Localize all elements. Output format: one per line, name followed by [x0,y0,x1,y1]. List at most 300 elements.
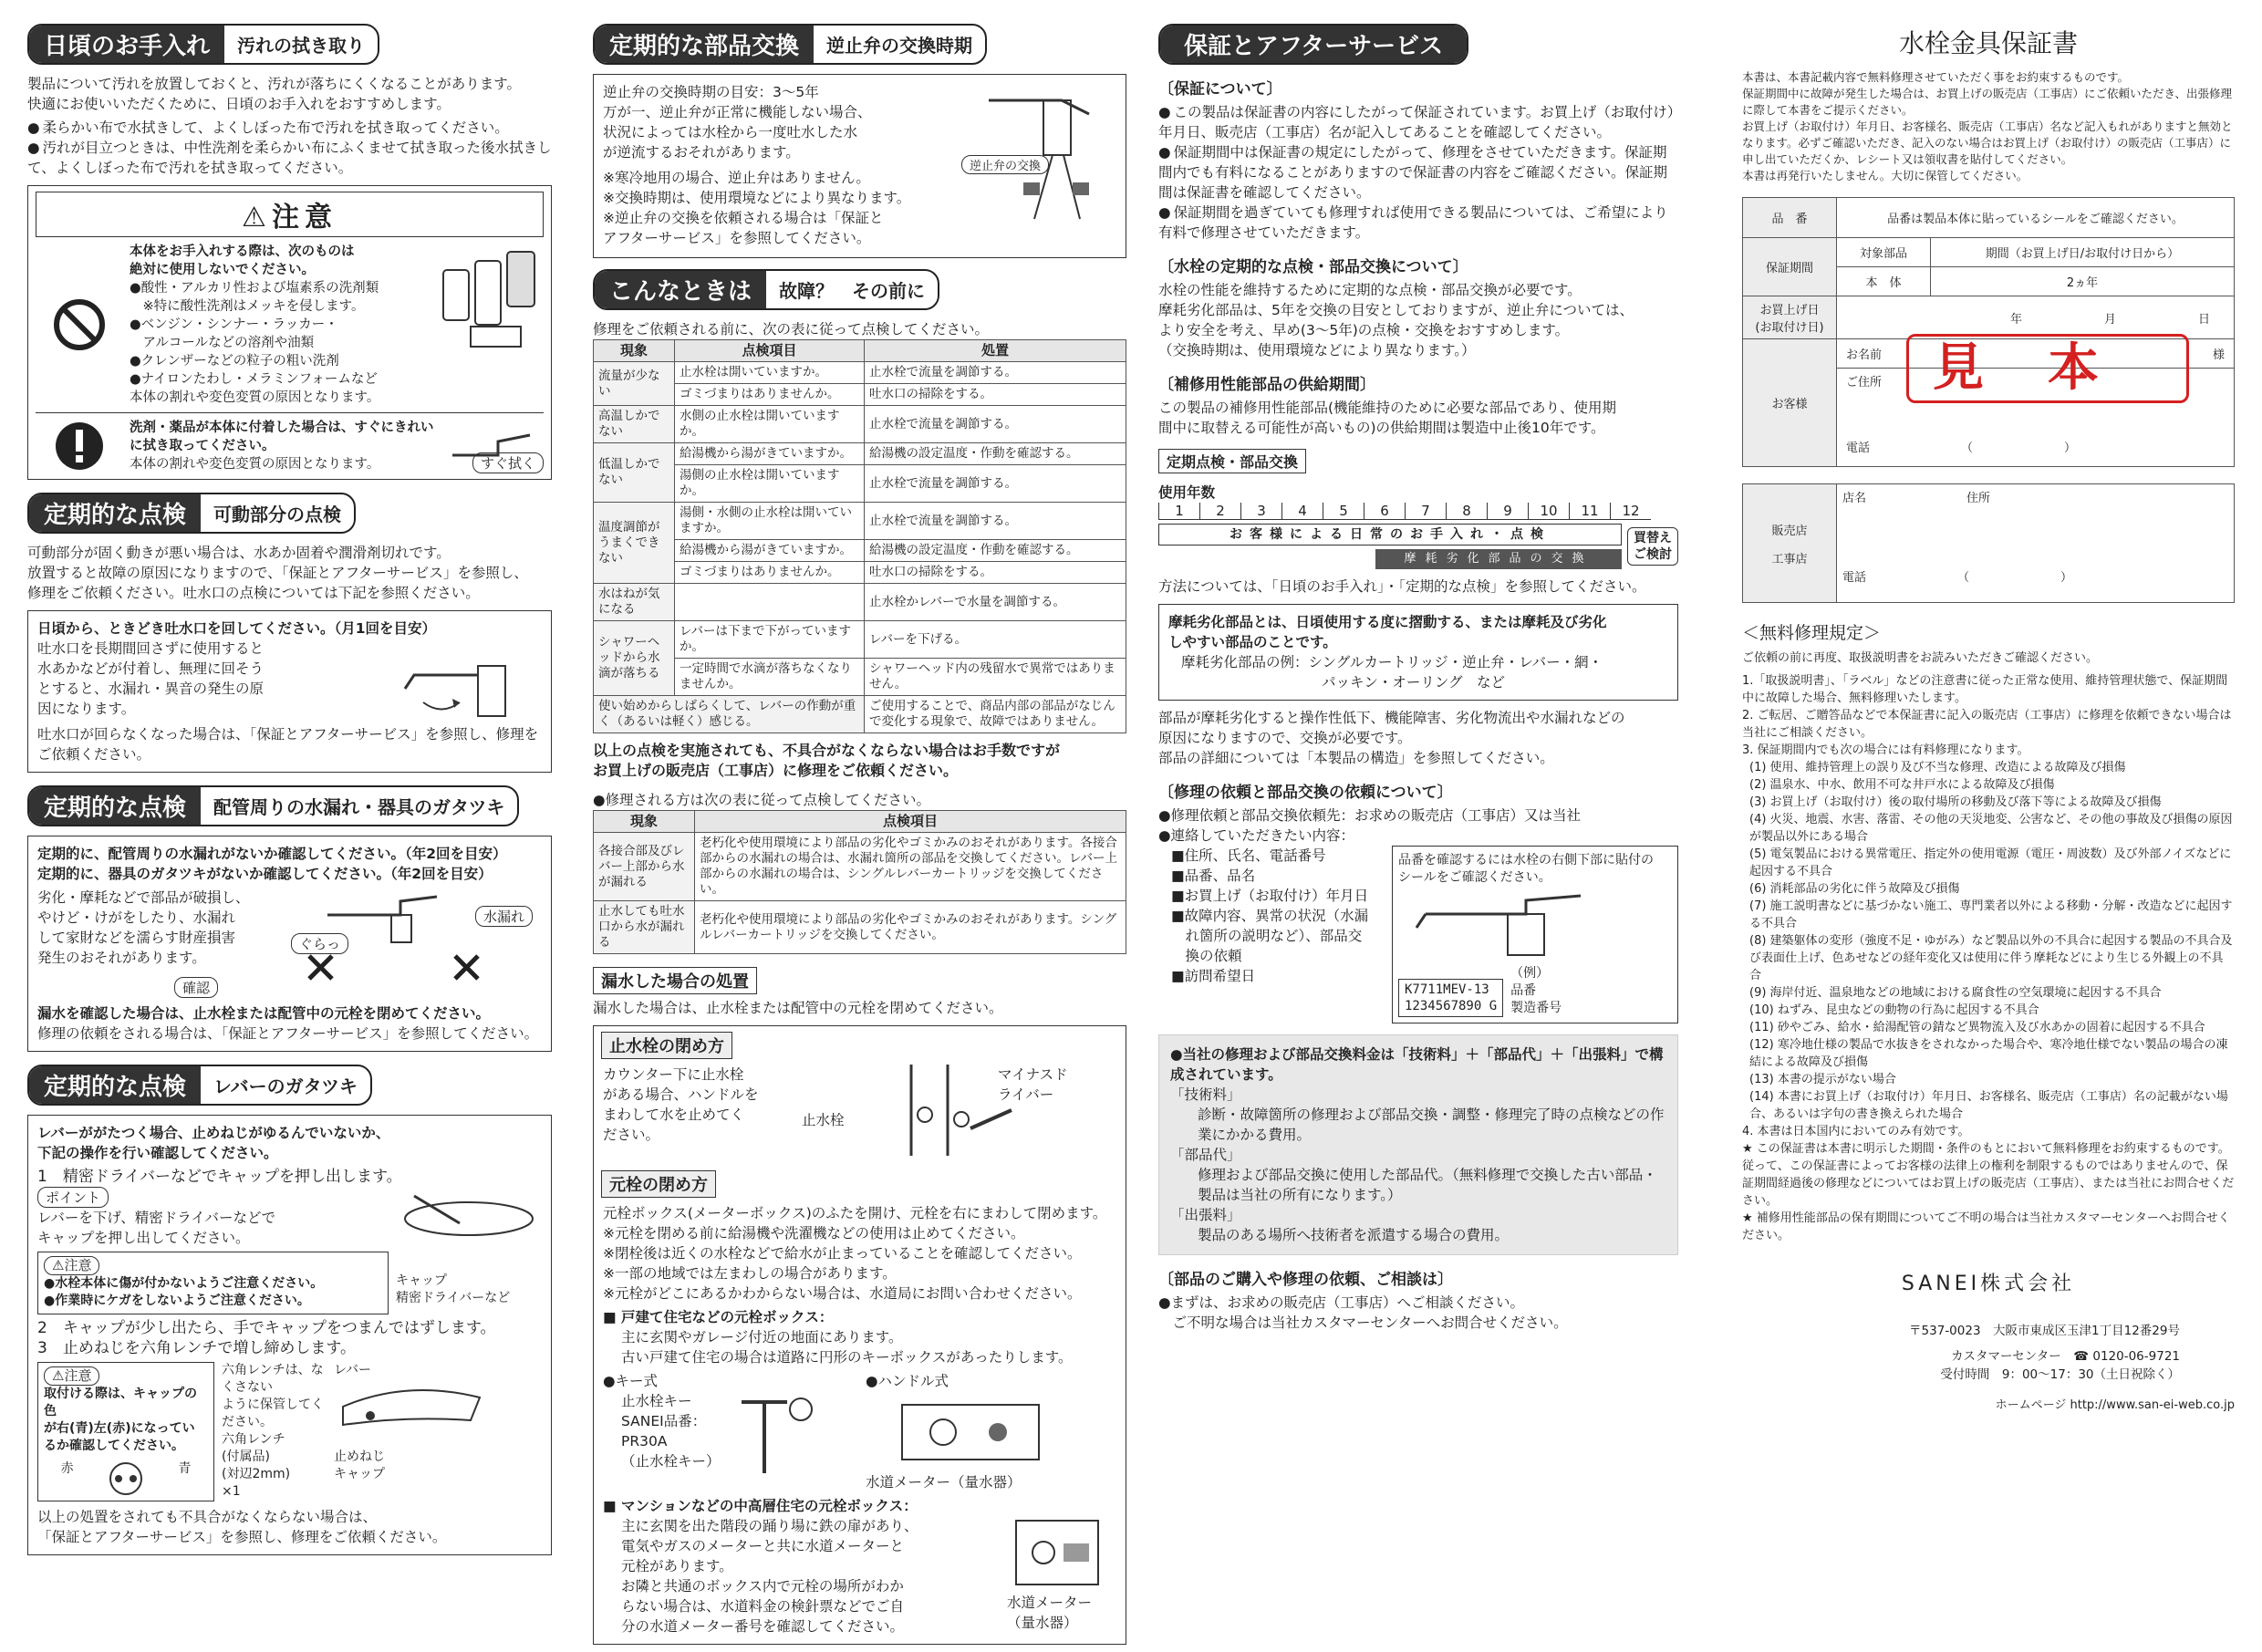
action-cell: 給湯機の設定温度・作動を確認する。 [865,540,1126,562]
caution-box [27,185,552,480]
caution-item-5: ●クレンザーなどの粒子の粗い洗剤 [130,354,339,369]
warranty-card-intro [1742,69,2235,184]
phenomenon-cell: 温度調節がうまくできない [594,503,675,584]
main-valve-text-4: ※一部の地域では左まわしの場合があります。 [603,1265,897,1282]
section-title-check-valve [593,24,987,65]
piping-bold: 漏水を確認した場合は、止水栓または配管中の元栓を閉めてください。 [37,1005,491,1022]
consult-text-1: ●まずは、お求めの販売店（工事店）へご相談ください。 [1158,1294,1525,1311]
consult-text-2: ご不明な場合は当社カスタマーセンターへお問合せください。 [1158,1314,1568,1331]
wrench-text-1: 六角レンチは、なくさない [222,1363,324,1395]
care-bullet-1: ● 柔らかい布で水拭きして、よくしぼった布で汚れを拭き取ってください。 [27,118,552,138]
meter-label: 水道メーター（量水器） [866,1474,1022,1491]
cap-color-diagram [108,1460,144,1497]
timeline-bars [1158,524,1678,569]
fee-parts-label: 「部品代」 [1170,1147,1241,1163]
column-warranty-card [1742,24,2235,1412]
phenomenon-cell: 使い始めからしばらくして、レバーの作動が重く（あるいは軽く）感じる。 [594,696,865,733]
company-address: 〒537-0023 大阪市東成区玉津1丁目12番29号 [1909,1324,2180,1338]
customer-center: カスタマーセンター ☎ 0120-06-9721 [1951,1349,2180,1364]
contact-item-1: ■住所、氏名、電話番号 [1171,847,1326,864]
column-parts [593,24,1126,1652]
spout-box-text-4: 因になります。 [37,701,136,717]
phenomenon-cell: 高温しかでない [594,406,675,443]
check-cell: 老朽化や使用環境により部品の劣化やゴミかみのおそれがあります。各接合部からの水漏れの場合は、水漏れ箇所の部品を交換してください。レバー上部からの水漏れの場合は、シングルレバーカートリッジを交換してください。 [695,833,1126,901]
mansion-text-5: らない場合は、水道料金の検針票などでご自 [621,1598,905,1615]
house-text-1: 主に玄関やガレージ付近の地面にあります。 [621,1329,903,1345]
troubleshoot-after-1: 以上の点検を実施されても、不具合がなくならない場合はお手数ですが [593,742,1061,759]
sticker-box [1392,846,1678,1023]
caution-lead-1: 本体をお手入れする際は、次のものは [130,244,355,259]
repair-contact: ●連絡していただきたい内容： [1158,827,1355,844]
lever-lead-2: 下記の操作を行い確認してください。 [37,1145,278,1161]
repair-heading: 〔修理の依頼と部品交換の依頼について〕 [1158,784,1453,802]
cv-note-2: ※交換時期は、使用環境などにより異なります。 [603,190,911,206]
stopcock-label: 止水栓 [802,1112,845,1128]
check-tag: 確認 [174,977,218,998]
detergent-bottles-illustration [434,243,544,352]
piping-lead-1: 定期的に、配管周りの水漏れがないか確認してください。（年2回を目安） [37,846,507,862]
check-cell: ゴミづまりはありませんか。 [675,562,865,584]
warning-triangle-icon: ⚠ [52,1367,65,1384]
definition-3: 摩耗劣化部品の例：シングルカートリッジ・逆止弁・レバー・網・ [1181,654,1603,670]
form-part-value: 品番は製品本体に貼っているシールをご確認ください。 [1837,198,2235,238]
screw-label: 止めねじ [334,1449,385,1464]
section-title-sub: 逆止弁の交換時期 [826,35,973,57]
fee-tech-label: 「技術料」 [1170,1086,1241,1103]
piping-text-3: して家財などを濡らす財産損害 [37,930,236,946]
mansion-text-2: 電気やガスのメーターと共に水道メーターと [621,1538,905,1554]
list-item: (6) 消耗部品の劣化に伴う故障及び損傷 [1749,882,1960,896]
fee-box [1158,1034,1678,1255]
caution-item-6: ●ナイロンたわし・メラミンフォームなど [130,372,378,387]
care-intro-2: 快適にお使いいただくために、日頃のお手入れをおすすめします。 [27,96,451,112]
action-cell: ご使用することで、商品内部の部品がなじんで変化する現象で、故障ではありません。 [865,696,1126,733]
stopcock-text-4: ださい。 [603,1127,660,1143]
action-cell: レバーを下げる。 [865,621,1126,659]
stopcock-text-2: がある場合、ハンドルを [603,1086,759,1103]
replace-consider-badge: 買替え ご検討 [1627,527,1678,566]
warranty-card-title: 水栓金具保証書 [1898,28,2078,58]
point-text-2: キャップを押し出してください。 [37,1230,250,1246]
mansion-head: ■ マンションなどの中高層住宅の元栓ボックス： [603,1498,918,1514]
month-label: 月 [2103,312,2116,327]
form-part-label: 品 番 [1743,198,1837,238]
section-title-main: 定期的な点検 [29,494,201,532]
lever-box [27,1115,552,1555]
list-item: (12) 寒冷地仕様の製品で水抜きをされなかった場合や、寒冷地仕様でない製品の場合の凍結による故障及び損傷 [1749,1038,2228,1069]
list-item: (8) 建築躯体の変形（強度不足・ゆがみ）など製品以外の不具合に起因する製品の不具合及び表面仕上げ、色あせなどの経年変化又は使用に伴う摩耗などにより生じる外観上の不具合 [1749,934,2233,982]
list-item: (4) 火災、地震、水害、落雷、その他の天災地変、公害など、その他の事故及び損傷の原因が製品以外にある場合 [1749,813,2233,844]
tel-label: 電話 [1846,442,1871,455]
year-tick: 7 [1405,503,1446,519]
cap-label: キャップ [396,1273,447,1288]
color-caution-3: るか確認してください。 [44,1439,184,1453]
list-item: 4. 本書は日本国内においてのみ有効です。 [1742,1125,1970,1138]
leak-section-title: 漏水した場合の処置 [593,967,757,994]
shop-paren-close: ） [2060,571,2073,585]
warranty-heading: 〔保証について〕 [1158,80,1282,99]
sticker-example: （例） [1510,966,1550,981]
spout-box-text-2: 水あかなどが付着し、無理に回そう [37,660,265,677]
cap-label-2: キャップ [334,1467,385,1481]
warranty-bullet-3: ● 保証期間を過ぎていても修理すれば使用できる製品については、ご希望により有料で修理させていただきます。 [1158,203,1678,243]
stopcock-title: 止水栓の閉め方 [601,1032,732,1059]
section-title-sub: レバーのガタツキ [213,1075,358,1097]
section-title-sub: 可動部分の点検 [213,504,342,525]
check-cell: レバーは下まで下がっていますか。 [675,621,865,659]
caution-item-1: ●酸性・アルカリ性および塩素系の洗剤類 [130,281,379,296]
warning-triangle-icon: ⚠ [242,202,272,234]
name-label: お名前 [1846,348,1883,362]
contact-item-4: ■故障内容、異常の状況（水漏 [1171,908,1369,924]
timeline-title: 定期点検・部品交換 [1158,449,1306,473]
form-shop-label: 販売店 工事店 [1743,484,1837,603]
faucet-rotate-illustration [378,639,542,721]
section-title-sub: 故障？ その前に [779,280,926,302]
sample-stamp: 見本 [1906,334,2189,403]
list-item: (9) 海岸付近、温泉地などの地域における腐食性の空気環境に起因する不具合 [1749,986,2162,1000]
table-row [594,406,1126,443]
piping-box [27,836,552,1052]
maintenance-heading: 〔水栓の定期的な点検・部品交換について〕 [1158,258,1468,276]
sticker-sample [1398,979,1503,1017]
table-row [594,362,1126,384]
supply-heading: 〔補修用性能部品の供給期間〕 [1158,376,1375,394]
main-valve-text-5: ※元栓がどこにあるかわからない場合は、水道局にお問い合わせください。 [603,1285,1082,1302]
contact-item-6: 換の依頼 [1171,948,1242,964]
mini-caution-box [37,1252,389,1314]
caution-lead-2: 絶対に使用しないでください。 [130,263,315,277]
action-cell: 吐水口の掃除をする。 [865,384,1126,406]
list-item: 3. 保証期間内でも次の場合には有料修理になります。 [1742,743,2029,757]
cv-text-5: ※逆止弁の交換を依頼される場合は「保証と [603,210,884,226]
form-shop-field[interactable] [1837,484,2235,603]
caution-wipe-note: 本体の割れや変色変質の原因となります。 [130,457,380,472]
lever-step-3: 3 止めねじを六角レンチで増し締めします。 [37,1339,357,1357]
phenomenon-cell: 水はねが気になる [594,584,675,621]
column-warranty-service [1158,24,1678,1333]
house-head: ■ 戸建て住宅などの元栓ボックス： [603,1309,834,1325]
list-item: (7) 施工説明書などに基づかない施工、専門業者以外による移動・分解・改造などに起因する不具合 [1749,899,2233,930]
homepage-link[interactable]: ホームページ http://www.san-ei-web.co.jp [1995,1398,2235,1412]
action-cell: 止水栓で流量を調節する。 [865,465,1126,503]
maintenance-text-3: より安全を考え、早め(3～5年)の点検・交換をおすすめします。 [1158,322,1570,338]
key-text-2: SANEI品番： [621,1413,707,1429]
consult-heading: 〔部品のご購入や修理の依頼、ご相談は〕 [1158,1271,1453,1289]
cv-text-6: アフターサービス」を参照してください。 [603,230,871,246]
check-cell: 止水栓は開いていますか。 [675,362,865,384]
color-caution-box [37,1362,214,1501]
lever-step-1: 1 精密ドライバーなどでキャップを押し出します。 [37,1168,402,1186]
year-tick: 10 [1528,503,1569,519]
mansion-text-1: 主に玄関を出た階段の踊り場に鉄の扉があり、 [621,1518,918,1534]
method-text: 方法については、「日頃のお手入れ」・「定期的な点検」を参照してください。 [1158,578,1646,595]
list-item: ★ 補修用性能部品の保有期間についてご不明の場合は当社カスタマーセンターへお問合せください。 [1742,1211,2230,1242]
supply-text-1: この製品の補修用性能部品(機能維持のために必要な部品であり、使用期 [1158,400,1617,416]
contact-item-7: ■訪問希望日 [1171,968,1256,984]
troubleshoot-lead: 修理をご依頼される前に、次の表に従って点検してください。 [593,321,990,338]
intro-2: 保証期間中に故障が発生した場合は、お買上げの販売店（工事店）にご依頼いただき、出張修理に際して本書をご提示ください。 [1742,87,2233,117]
section-title-care [27,24,379,65]
definition-1: 摩耗劣化部品とは、日頃使用する度に摺動する、または摩耗及び劣化 [1168,614,1607,630]
wipe-now-tag: すぐ拭く [472,452,544,473]
addr-label: ご住所 [1846,376,1883,390]
main-valve-title: 元栓の閉め方 [601,1170,716,1198]
spout-box-text-5: 吐水口が回らなくなった場合は、「保証とアフターサービス」を参照し、修理をご依頼ください。 [37,726,539,763]
mansion-text-6: 分の水道メーター番号を確認してください。 [621,1618,905,1635]
list-item: (3) お買上げ（お取付け）後の取付場所の移動及び落下等による故障及び損傷 [1749,795,2162,809]
paren-close: ） [2064,442,2077,455]
wrench-text-6: ×1 [222,1484,241,1499]
list-item: (5) 電気製品における異常電圧、指定外の使用電源（電圧・周波数）及び外部ノイズなどに起因する不具合 [1749,847,2232,878]
cv-text-4: が逆流するおそれがあります。 [603,144,800,161]
maintenance-text-4: （交換時期は、使用環境などにより異なります。） [1158,342,1476,358]
year-tick: 8 [1446,503,1487,519]
years-row [1158,503,1651,520]
action-cell: 止水栓で流量を調節する。 [865,406,1126,443]
year-tick: 1 [1158,503,1199,519]
wobble-tag: ぐらっ [291,933,348,954]
lever-label: レバー [334,1363,372,1377]
contact-item-2: ■品番、品名 [1171,868,1256,884]
key-type-label: ●キー式 [603,1373,659,1389]
year-tick: 6 [1364,503,1405,519]
sticker-serial-label: 製造番号 [1510,1001,1562,1015]
lever-step-2: 2 キャップが少し出たら、手でキャップをつまんではずします。 [37,1319,496,1337]
fee-parts-text: 修理および部品交換に使用した部品代。（無料修理で交換した古い部品・製品は当社の所有になります。） [1198,1167,1657,1203]
mandatory-icon [54,421,105,472]
caution-item-7: 本体の割れや変色変質の原因となります。 [130,390,380,405]
check-cell: 給湯機から湯がきていますか。 [675,540,865,562]
spout-rotate-box [27,610,552,773]
faucet-sticker-illustration [1398,887,1672,960]
form-years: 2ヵ年 [1931,267,2235,296]
section-title-main: 定期的な部品交換 [595,26,814,63]
sticker-part-label: 品番 [1510,983,1537,998]
column-care [27,24,552,1563]
form-period-head: 期間（お買上げ日/お取付け日から） [1931,238,2235,267]
point-tag: ポイント [37,1187,109,1208]
moving-text-3: 修理をご依頼ください。吐水口の点検については下記を参照ください。 [27,585,480,601]
wrench-text-5: (対辺2mm) [222,1467,291,1481]
blue-label: 青 [178,1461,192,1476]
year-tick: 2 [1199,503,1240,519]
table-row [594,696,1126,733]
section-title-moving-parts [27,493,356,534]
list-item: (2) 温泉水、中水、飲用不可な井戸水による故障及び損傷 [1749,778,2055,792]
caution-item-2: ※特に酸性洗剤はメッキを侵します。 [130,299,365,314]
fee-tech-text: 診断・故障箇所の修理および部品交換・調整・修理完了時の点検などの作業にかかる費用。 [1198,1107,1665,1143]
check-valve-box [593,74,1126,258]
shop-paren-open: （ [1957,571,1970,585]
contact-item-5: れ箇所の説明など）、部品交 [1171,928,1363,944]
spout-box-text-1: 吐水口を長期間回さずに使用すると [37,640,265,657]
lever-end-1: 以上の処置をされても不具合がなくならない場合は、 [37,1509,378,1525]
definition-2: しやすい部品のことです。 [1168,634,1337,650]
caution-item-4: アルコールなどの溶剤や油類 [130,336,315,350]
check-valve-tag: 逆止弁の交換 [961,155,1049,174]
fee-trip-text: 製品のある場所へ技術者を派遣する場合の費用。 [1198,1227,1510,1243]
wear-text-2: 原因になりますので、交換が必要です。 [1158,730,1412,746]
sticker-note-2: シールをご確認ください。 [1398,870,1551,885]
wear-text-1: 部品が摩耗劣化すると操作性低下、機能障害、劣化物流出や水漏れなどの [1158,710,1625,726]
piping-text-2: やけど・けがをしたり、水漏れ [37,909,236,926]
house-text-2: 古い戸建て住宅の場合は道路に円形のキーボックスがあったりします。 [621,1349,1073,1366]
piping-text-1: 劣化・摩耗などで部品が破損し、 [37,889,250,906]
piping-after: 修理の依頼をされる場合は、「保証とアフターサービス」を参照してください。 [37,1025,539,1042]
section-title-main: 定期的な点検 [29,1066,201,1104]
mansion-text-4: お隣と共通のボックス内で元栓の場所がわか [621,1578,904,1595]
reception-hours: 受付時間 9：00～17：30（土日祝除く） [1940,1367,2180,1382]
maintenance-text-2: 摩耗劣化部品は、5年を交換の目安としておりますが、逆止弁については、 [1158,302,1634,318]
lever-end-2: 「保証とアフターサービス」を参照し、修理をご依頼ください。 [37,1529,447,1545]
section-title-piping [27,785,519,826]
year-label: 年 [2009,312,2022,327]
list-item: (11) 砂やごみ、給水・給湯配管の錆など異物流入及び水あかの固着に起因する不具合 [1749,1021,2205,1034]
contact-item-3: ■お買上げ（お取付け）年月日 [1171,888,1369,904]
action-cell: シャワーヘッド内の残留水で異常ではありません。 [865,659,1126,696]
shop-name-label: 店名 [1842,492,1867,505]
caution-wipe-lead: 洗剤・薬品が本体に付着した場合は、すぐにきれいに拭き取ってください。 [130,421,434,453]
form-target-label: 対象部品 [1837,238,1931,267]
table-row [594,901,1126,954]
fee-head: ●当社の修理および部品交換料金は「技術料」＋「部品代」＋「出張料」で構成されています。 [1170,1046,1664,1083]
shop-addr-label: 住所 [1966,492,1991,505]
care-bullets [27,118,552,178]
free-lead: ご依頼の前に再度、取扱説明書をお読みいただきご確認ください。 [1742,651,2099,665]
spout-box-head: 日頃から、ときどき吐水口を回してください。（月1回を目安） [37,620,437,637]
warning-triangle-icon: ⚠ [52,1257,65,1273]
lever-lead-1: レバーががたつく場合、止めねじがゆるんでいないか、 [37,1125,390,1141]
care-intro-1: 製品について汚れを放置しておくと、汚れが落ちにくくなることがあります。 [27,76,521,92]
action-cell: 給湯機の設定温度・作動を確認する。 [865,443,1126,465]
free-list [1742,672,2235,1244]
section-title-sub: 配管周りの水漏れ・器具のガタツキ [213,796,505,818]
th-action: 処置 [865,340,1126,362]
stopcock-key-illustration [728,1391,819,1482]
phenomenon-cell: 各接合部及びレバー上部から水が漏れる [594,833,695,901]
wear-text-3: 部品の詳細については「本製品の構造」を参照してください。 [1158,750,1554,766]
table-row [594,621,1126,659]
action-cell: 止水栓で流量を調節する。 [865,503,1126,540]
year-tick: 4 [1281,503,1323,519]
part-replace-bar: 摩耗劣化部品の交換 [1375,549,1622,569]
warranty-bullet-2: ● 保証期間中は保証書の規定にしたがって、修理をさせていただきます。保証期間内でも有料になることがありますので保証書の内容をご確認ください。保証期間は保証書を確認してください。 [1158,142,1678,203]
meter-label-2a: 水道メーター [1007,1595,1093,1611]
year-tick: 5 [1323,503,1364,519]
intro-4: 本書は再発行いたしません。大切に保管してください。 [1742,169,2029,182]
mansion-meter-illustration [1007,1516,1107,1589]
section-title-main: 保証とアフターサービス [1160,26,1467,63]
wrench-text-4: (付属品) [222,1449,270,1464]
section-title-lever [27,1065,372,1106]
list-item: ★ この保証書は本書に明示した期間・条件のもとにおいて無料修理をお約束するものです。従って、この保証書によってお客様の法律上の権利を制限するものではありませんので、保証期間経過後の修理などについてはお買上げの販売店（工事店）、または当社にお問合せください。 [1742,1142,2235,1208]
maintenance-text-1: 水栓の性能を維持するために定期的な点検・部品交換が必要です。 [1158,282,1582,298]
form-customer-label: お客様 [1743,339,1837,467]
free-repair-rules [1742,619,2235,1244]
check-cell: 水側の止水栓は開いていますか。 [675,406,865,443]
th-phenomenon: 現象 [594,340,675,362]
repairer-table [593,810,1126,954]
prohibited-icon [52,297,107,352]
definition-box [1158,604,1678,701]
stopcock-text-1: カウンター下に止水栓 [603,1066,744,1083]
section-title-sub: 汚れの拭き取り [237,35,366,57]
caution-item-3: ●ベンジン・シンナー・ラッカー・ [130,317,338,332]
main-valve-text-2: ※元栓を閉める前に給湯機や洗濯機などの使用は止めてください。 [603,1225,1025,1242]
leak-lead: 漏水した場合は、止水栓または配管中の元栓を閉めてください。 [593,1000,1003,1016]
supply-text-2: 間中に取替える可能性が高いもの)の供給期間は製造中止後10年です。 [1158,420,1605,436]
section-title-warranty [1158,24,1468,65]
free-title: ＜無料修理規定＞ [1742,623,1882,643]
years-label: 使用年数 [1158,484,1216,501]
year-tick: 9 [1487,503,1528,519]
key-text-4: （止水栓キー） [621,1453,721,1470]
daily-care-bar: お客様による日常のお手入れ・点検 [1158,524,1622,545]
th-phenomenon-2: 現象 [594,811,695,833]
action-cell: 止水栓で流量を調節する。 [865,362,1126,384]
mansion-text-3: 元栓があります。 [621,1558,733,1574]
section-title-main: 定期的な点検 [29,787,201,825]
sticker-note-1: 品番を確認するには水栓の右側下部に貼付の [1398,853,1654,868]
check-cell: 給湯機から湯がきていますか。 [675,443,865,465]
cv-text-3: 状況によっては水栓から一度吐水した水 [603,124,858,140]
day-label: 日 [2197,312,2210,327]
phenomenon-cell: 流量が少ない [594,362,675,406]
repair-to: ●修理依頼と部品交換依頼先：お求めの販売店（工事店）又は当社 [1158,807,1582,824]
wrench-text-3: 六角レンチ [222,1432,285,1447]
color-caution-2: が右(青)左(赤)になってい [44,1421,195,1436]
shop-tel-label: 電話 [1842,571,1867,585]
list-item: 2. ご転居、ご贈答品などで本保証書に記入の販売店（工事店）に修理を依頼できない場合は当社にご相談ください。 [1742,709,2232,740]
check-cell: 一定時間で水滴が落ちなくなりませんか。 [675,659,865,696]
table-row [594,584,1126,621]
repairer-lead: ●修理される方は次の表に従って点検してください。 [593,792,931,808]
th-check: 点検項目 [675,340,865,362]
point-text-1: レバーを下げ、精密ドライバーなどで [37,1210,276,1226]
leak-box [593,1025,1126,1645]
lever-screw-illustration [334,1379,489,1443]
leak-tag: 水漏れ [475,906,533,927]
cap-driver-illustration [396,1187,542,1269]
key-text-1: 止水栓キー [621,1393,692,1409]
stopcock-text-3: まわして水を止めてく [603,1107,745,1123]
mini-caution-item-2: ●作業時にケガをしないようご注意ください。 [44,1294,310,1308]
list-item: (14) 本書にお買上げ（お取付け）年月日、お客様名、販売店（工事店）名の記載がない場合、あるいは字句の書き換えられた場合 [1749,1090,2228,1121]
th-check-2: 点検項目 [695,811,1126,833]
cv-text-1: 逆止弁の交換時期の目安：3～5年 [603,84,819,100]
sticker-part-no: K7711MEV-13 [1405,982,1489,997]
wrench-text-2: ように保管してください。 [222,1397,324,1429]
fee-trip-label: 「出張料」 [1170,1207,1241,1223]
section-title-troubleshoot [593,269,939,310]
moving-text-2: 放置すると故障の原因になりますので、「保証とアフターサービス」を参照し、 [27,565,528,581]
troubleshoot-table [593,339,1126,733]
form-date-label: お買上げ日 (お取付け日) [1743,296,1837,339]
sama-label: 様 [2212,348,2225,362]
list-item: (1) 使用、維持管理上の誤り及び不当な修理、改造による故障及び損傷 [1749,761,2126,774]
mini-caution-tag: ⚠注意 [44,1256,99,1275]
list-item: (13) 本書の提示がない場合 [1749,1073,1896,1086]
check-cell: 湯側の止水栓は開いていますか。 [675,465,865,503]
form-date-field[interactable] [1837,296,2235,339]
driver-label: 精密ドライバーなど [396,1291,511,1305]
table-row [594,503,1126,540]
cv-text-2: 万が一、逆止弁が正常に機能しない場合、 [603,104,872,120]
meter-box-illustration [866,1391,1066,1469]
troubleshoot-after-2: お買上げの販売店（工事店）に修理をご依頼ください。 [593,762,959,779]
piping-text-4: 発生のおそれがあります。 [37,950,206,966]
